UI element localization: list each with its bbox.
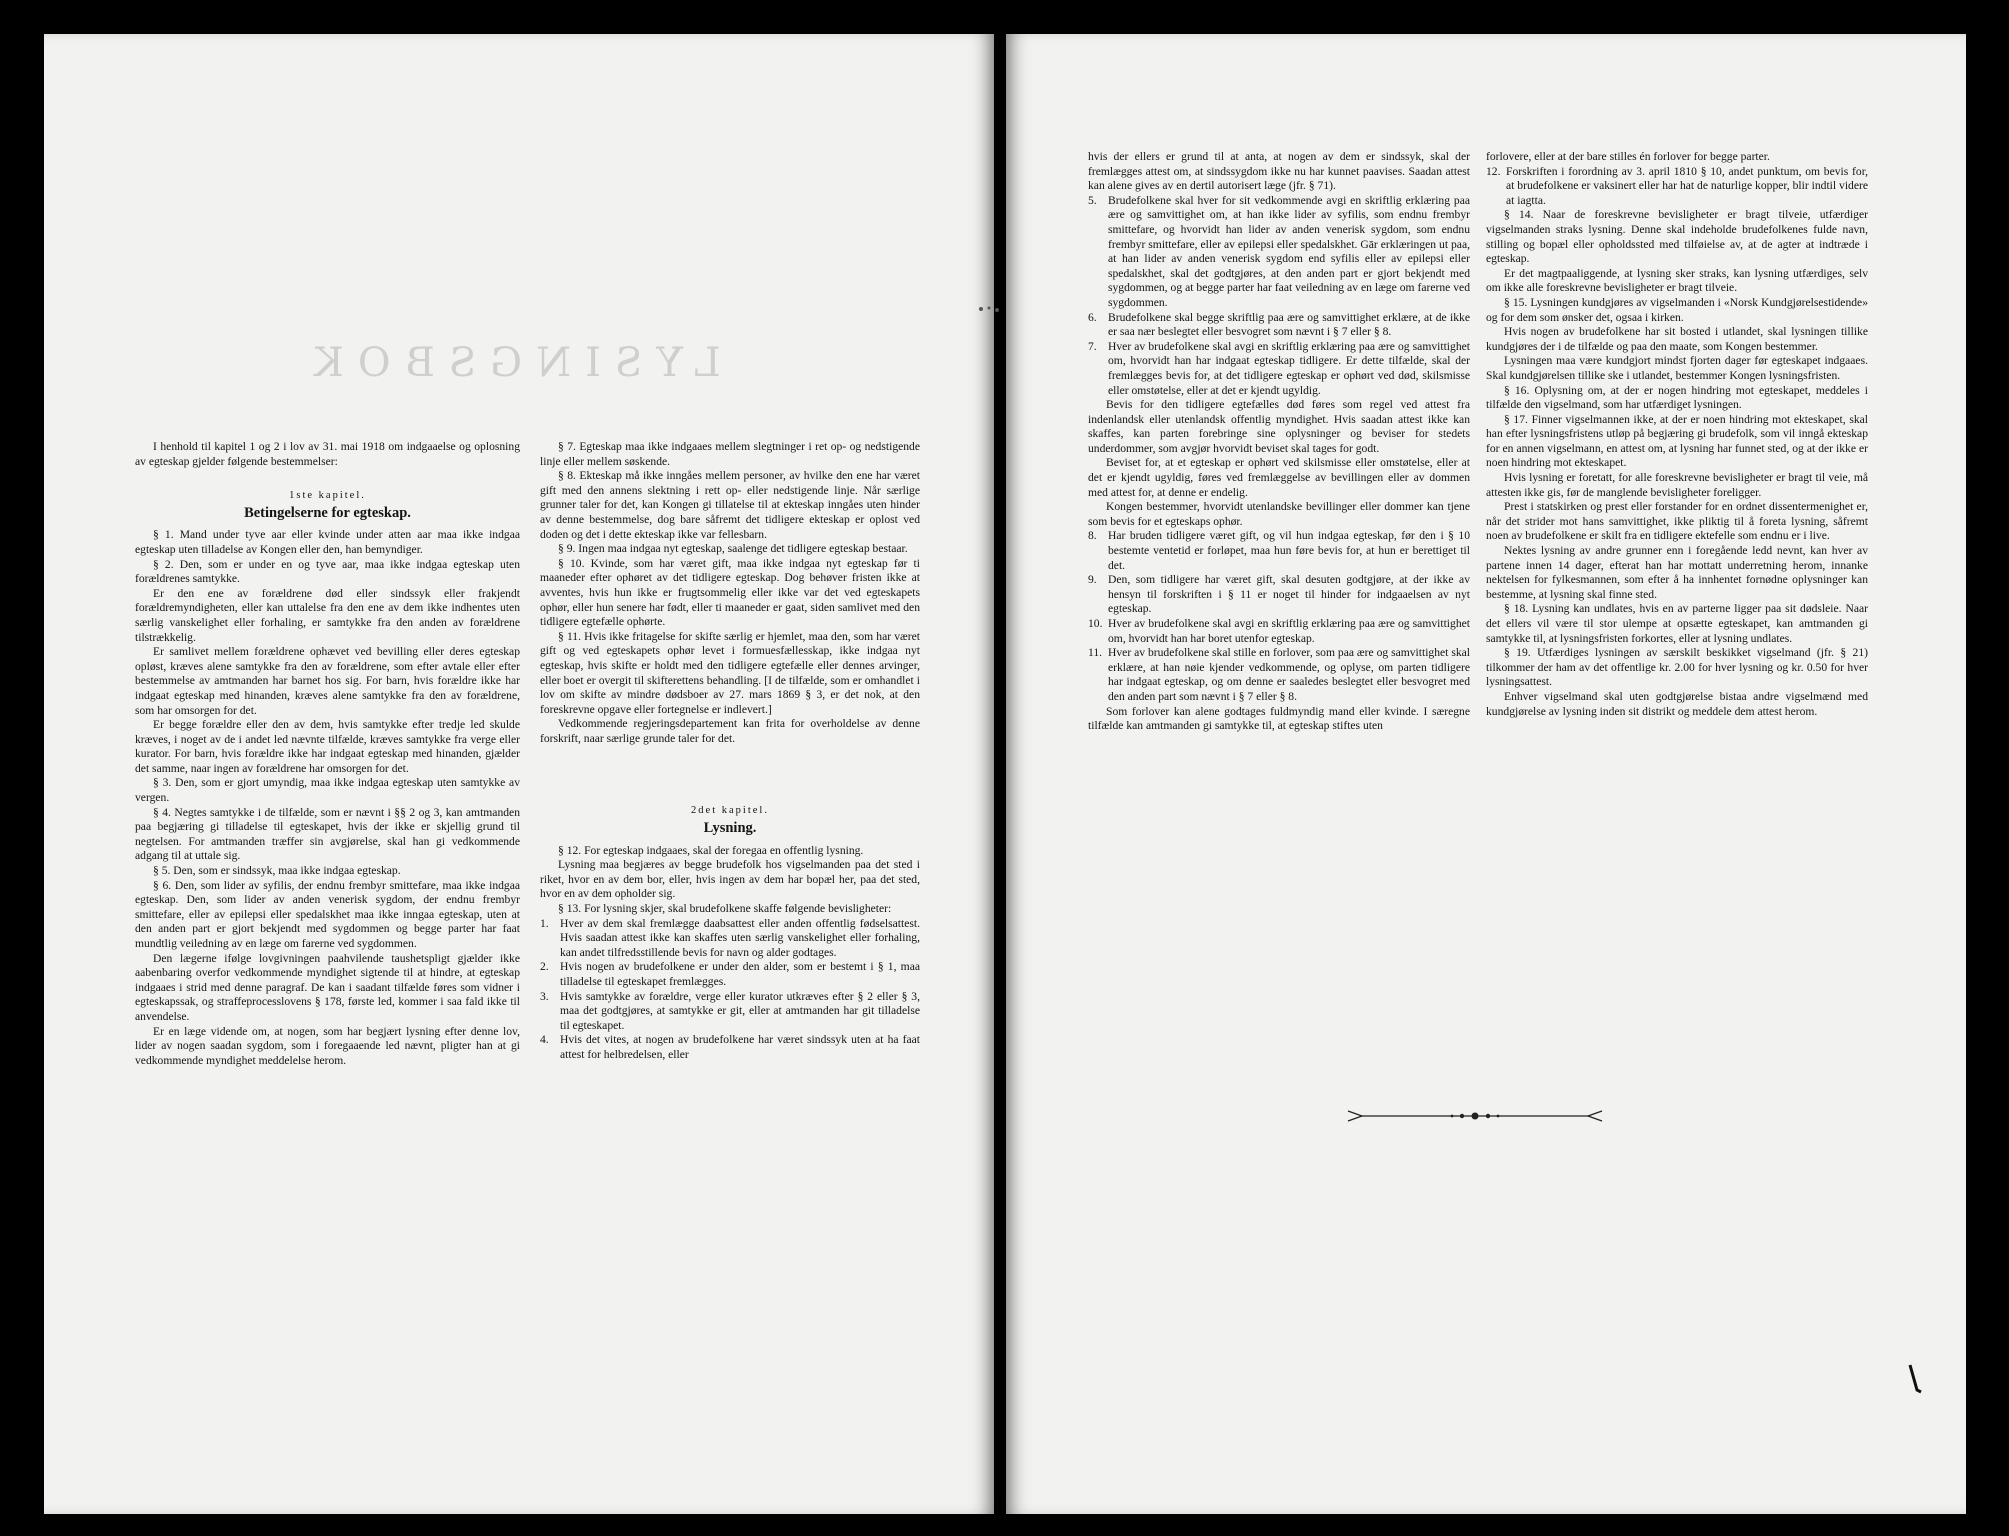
list-item — [540, 917, 920, 961]
paragraph: § 6. Den, som lider av syfilis, der endnu frembyr smittefare, maa ikke indgaa egteskap. Den, som lider av anden venerisk sygdom, der endnu frembyr smittefare, eller av epilepsi eller spedalskhet maa ikke inngaa egteskap, uten at den anden part er gjort bekjendt med sygdommen og begge parter har faat mundtlig veiledning av en læge om farerne ved sygdommen. — [135, 878, 520, 950]
list-text: Hver av brudefolkene skal avgi en skriftlig erklæring paa ære og samvittighet om, hvorvidt han har boret utenfor egteskap. — [1108, 617, 1470, 645]
list-text: Den, som tidligere har været gift, skal desuten godtgjøre, at der ikke av hensyn til forskriften i § 11 er noget til hinder for indgaaelsen av nyt egteskap. — [1108, 573, 1470, 616]
paragraph: Nektes lysning av andre grunner enn i foregående ledd nevnt, kan hver av partene innen 14 dager, efterat han har mottatt underretning herom, innanke nektelsen for fylkesmannen, som efter å ha innhentet fornødne oplysninger kan bestemme, at lysning skal finne sted. — [1486, 544, 1868, 601]
list-text: Hver av brudefolkene skal avgi en skriftlig erklæring paa ære og samvittighet om, hvorvidt han har indgaat egteskap tidligere. Er dette tilfælde, skal der fremlægges bevis for, at det tidligere egteskap er ophørt ved død, skilsmisse eller omstøtelse, eller at det er kjendt ugyldig. — [1108, 339, 1470, 397]
paragraph: Enhver vigselmand skal uten godtgjørelse bistaa andre vigselmænd med kundgjørelse av lysning inden sit distrikt og meddele dem attest herom. — [1486, 689, 1868, 718]
paragraphs-14-19 — [1486, 208, 1868, 719]
list-item — [1088, 617, 1470, 646]
list-number: 4. — [540, 1033, 549, 1047]
list-number: 11. — [1088, 646, 1103, 660]
list-item — [540, 960, 920, 989]
paragraph: Er samlivet mellem forældrene ophævet ved bevilling eller deres egteskap opløst, kræves alene samtykke fra den av forældrene, som efter avtale eller efter bestemmelse av amtmanden har barnet hos sig. For barn, hvis forældre ikke har indgaat egteskap med hinanden, kræves alene samtykke fra den av forældrene, som har omsorgen for det. — [135, 645, 520, 717]
list-text: Hvis nogen av brudefolkene er under den alder, som er bestemt i § 1, maa tilladelse til egteskapet fremlægges. — [560, 960, 920, 988]
list-item — [1088, 573, 1470, 617]
list-item — [540, 1033, 920, 1062]
paragraph: § 18. Lysning kan undlates, hvis en av parterne ligger paa sit dødsleie. Naar det ellers vil være til stor ulempe at opsætte egteskapet, kan amtmanden gi samtykke til, at lysningsfristen forkortes, eller at lysning undlates. — [1486, 602, 1868, 645]
paragraph: § 17. Finner vigselmannen ikke, at der er noen hindring mot ekteskapet, skal han efter lysningsfristens utløp på begjæring gi brudefolk, som vil inngå ekteskap for en annen vigselmann, en attest om, at lysning har funnet sted, og at der ikke er noen hindring mot ekteskapet. — [1486, 412, 1868, 470]
paragraph: Er den ene av forældrene død eller sindssyk eller frakjendt forældremyndigheten, eller kan uttalelse fra den ene av dem ikke indhentes uten særlig vanskelighet eller forhaling, er samtykke fra den anden av forældrene tilstrækkelig. — [135, 586, 520, 644]
paragraph: Er det magtpaaliggende, at lysning sker straks, kan lysning utfærdiges, selv om ikke alle foreskrevne bevisligheter er bragt tilveie. — [1486, 266, 1868, 295]
paragraph: Lysning maa begjæres av begge brudefolk hos vigselmanden paa det sted i riket, hvor en av dem bor, eller, hvis ingen av dem har bopæl her, paa det sted, hvor en av dem opholder sig. — [540, 858, 920, 901]
paragraph: § 9. Ingen maa indgaa nyt egteskap, saalenge det tidligere egteskap bestaar. — [558, 542, 908, 556]
chapter-2-label: 2det kapitel. — [691, 805, 769, 817]
paragraph: Prest i statskirken og prest eller forstander for en ordnet dissentermenighet er, når det strider mot hans samvittighet, ikke pliktig til å foreta lysning, såfremt noen av brudefolkene er skilt fra en tidligere ektefelle som endnu er i live. — [1486, 500, 1868, 543]
list-number: 9. — [1088, 573, 1097, 587]
list-item — [1088, 311, 1470, 340]
list-text: Hvis samtykke av forældre, verge eller kurator utkræves efter § 2 eller § 3, maa det godtgjøres, at samtykke er git, eller at amtmanden har git tilladelse til egteskapet. — [560, 989, 920, 1032]
list-items-5-7 — [1088, 194, 1470, 398]
right-column-2 — [1486, 150, 1868, 719]
chapter-2-title: Lysning. — [703, 820, 757, 837]
paragraph: § 10. Kvinde, som har været gift, maa ikke indgaa nyt egteskap før ti maaneder efter ophøret av det tidligere egteskap. Dog behøver fristen ikke at avventes, hvis hun ikke er frugtsommelig eller ikke var det ved egteskapets ophør, eller hun senere har født, eller ti maaneder er gaat, siden samlivet med den tidligere egtefælle ophørte. — [540, 556, 920, 629]
paragraph: § 1. Mand under tyve aar eller kvinde under atten aar maa ikke indgaa egteskap uten tilladelse av Kongen eller den, han bemyndiger. — [135, 528, 520, 556]
list-number: 1. — [540, 916, 549, 930]
list-number: 12. — [1486, 164, 1501, 178]
paragraph: § 15. Lysningen kundgjøres av vigselmanden i «Norsk Kundgjørelsestidende» og for dem som ønsker det, ogsaa i kirken. — [1486, 295, 1868, 324]
binding-mark — [975, 300, 1003, 318]
ornament-divider — [1340, 1107, 1610, 1125]
list-number: 7. — [1088, 339, 1097, 353]
paragraph: Kongen bestemmer, hvorvidt utenlandske bevillinger eller dommer kan tjene som bevis for et egteskaps ophør. — [1088, 500, 1470, 528]
left-column-2 — [540, 440, 920, 1063]
paragraph: § 13. For lysning skjer, skal brudefolkene skaffe følgende bevisligheter: — [558, 902, 892, 916]
list-item — [1088, 340, 1470, 398]
list-number: 2. — [540, 960, 549, 974]
list-item — [540, 990, 920, 1034]
paragraph: Vedkommende regjeringsdepartement kan frita for overholdelse av denne forskrift, naar særlige grunde taler for det. — [540, 717, 920, 745]
paragraph: Bevis for den tidligere egtefælles død føres som regel ved attest fra indenlandsk eller utenlandsk offentlig myndighet. Hvis saadan attest ikke kan skaffes, kan parten forebringe sine oplysninger og beviser for stedets underdommer, som avgjør hvorvidt beviset skal tages for godt. — [1088, 398, 1470, 455]
list-text: Hvis det vites, at nogen av brudefolkene har været sindssyk uten at ha faat attest for helbredelsen, eller — [560, 1033, 920, 1061]
list-number: 3. — [540, 989, 549, 1003]
right-col1-tail: Som forlover kan alene godtages fuldmyndig mand eller kvinde. I særegne tilfælde kan amtmanden gi samtykke til, at egteskap stiftes uten — [1088, 704, 1470, 733]
paragraph: § 4. Negtes samtykke i de tilfælde, som er nævnt i §§ 2 og 3, kan amtmanden paa begjæring gi tilladelse til egteskapet, hvis der ikke er skjellig grund til negtelsen. For amtmanden træffer sin avgjørelse, skal han gi vedkommende adgang til at uttale sig. — [135, 805, 520, 863]
right-col2-lead: forlovere, eller at der bare stilles én forlover for begge parter. — [1486, 150, 1770, 163]
chapter-1-label: 1ste kapitel. — [289, 490, 366, 502]
list-item — [1088, 194, 1470, 311]
paragraph: § 5. Den, som er sindssyk, maa ikke indgaa egteskap. — [153, 864, 401, 878]
list-item — [1088, 529, 1470, 573]
list-number: 10. — [1088, 617, 1103, 630]
list-text: Forskriften i forordning av 3. april 1810 § 10, andet punktum, om bevis for, at brudefolkene er vaksinert eller har hat de naturlige kopper, blir indtil videre at iagtta. — [1506, 164, 1868, 207]
intro-text: I henhold til kapitel 1 og 2 i lov av 31. mai 1918 om indgaaelse og oplosning av egteskap gjelder følgende bestemmelser: — [135, 440, 520, 468]
paragraph: § 11. Hvis ikke fritagelse for skifte særlig er hjemlet, maa den, som har været gift og ved egteskapets ophør levet i formuesfællesskap, ikke indgaa nyt egteskap, hvis skifte er holdt med den tidligere egtefælle eller dennes arvinger, eller boet er overgit til skifterettens behandling. [I de tilfælde, som er omhandlet i lov om skifte av mindre dødsboer av 27. mars 1869 § 3, er det nok, at den foreskrevne opgave eller fortegnelse er indlevert.] — [540, 629, 920, 716]
paragraph: Hvis nogen av brudefolkene har sit bosted i utlandet, skal lysningen tillike kundgjøres der i de tilfælde og paa den maate, som Kongen bestemmer. — [1486, 325, 1868, 353]
paragraph: Er en læge vidende om, at nogen, som har begjært lysning efter denne lov, lider av nogen saadan sygdom, som i foregaaende led nævnt, pligter han at gi vedkommende myndighet meddelelse herom. — [135, 1024, 520, 1067]
list-item-12 — [1486, 165, 1868, 209]
paragraph: § 19. Utfærdiges lysningen av særskilt beskikket vigselmand (jfr. § 21) tilkommer der ham av det offentlige kr. 2.00 for hver lysning og kr. 0.50 for hver lysningsattest. — [1486, 646, 1868, 689]
paragraph: § 12. For egteskap indgaaes, skal der foregaa en offentlig lysning. — [558, 843, 864, 857]
paragraph: Er begge forældre eller den av dem, hvis samtykke efter tredje led skulde kræves, i noget av de i andet led nævnte tilfælde, kræves samtykke fra verge eller kurator. For barn, hvis forældre ikke har indgaat egteskap med hinanden, gjælder det samme, naar ingen av forældrene har omsorgen for det. — [135, 718, 520, 775]
paragraph: § 7. Egteskap maa ikke indgaaes mellem slegtninger i ret op- og nedstigende linje eller mellem søskende. — [540, 440, 920, 468]
paragraph: Den lægerne ifølge lovgivningen paahvilende taushetspligt gjælder ikke aabenbaring overfor vedkommende myndighet sigtende til at hindre, at egteskap indgaaes i strid med denne paragraf. De kan i saadant tilfælde føres som vidner i egteskapssak, og straffeprocesslovens § 178, første led, kommer i saa fald ikke til anvendelse. — [135, 951, 520, 1023]
right-column-1 — [1088, 150, 1470, 734]
list-number: 5. — [1088, 193, 1097, 207]
chapter-2-list — [540, 917, 920, 1063]
paragraph: Beviset for, at et egteskap er ophørt ved skilsmisse eller omstøtelse, eller at det er kjendt ugyldig, føres ved fremlæggelse av bevillingen eller av dommen med attest for, at denne er endelig. — [1088, 456, 1470, 499]
list-number: 6. — [1088, 310, 1097, 324]
paragraph: Hvis lysning er foretatt, for alle foreskrevne bevisligheter er bragt til veie, må attesten ikke gis, før de manglende bevisligheter foreligger. — [1486, 471, 1868, 499]
list-text: Hver av brudefolkene skal stille en forlover, som paa ære og samvittighet skal erklære, at han nøie kjender vedkommende, og oplyse, om parten tidligere har indgaat egteskap, og om denne er saaledes beslegtet eller besvogret med den anden part som nævnt i § 7 eller § 8. — [1108, 646, 1470, 703]
left-column-1 — [135, 440, 520, 1068]
paragraph: § 14. Naar de foreskrevne bevisligheter er bragt tilveie, utfærdiger vigselmanden straks lysning. Denne skal indeholde brudefolkenes fulde navn, stilling og bopæl eller opholdssted med tilføielse av, at de agter at indtræde i egteskap. — [1486, 208, 1868, 266]
paragraphs-7-11 — [540, 440, 920, 746]
list-number: 8. — [1088, 529, 1097, 543]
list-text: Brudefolkene skal begge skriftlig paa ære og samvittighet erklære, at de ikke er saa nær beslegtet eller besvogret som nævnt i § 7 eller § 8. — [1108, 310, 1470, 339]
paragraph: § 8. Ekteskap må ikke inngåes mellem personer, av hvilke den ene har været gift med den annens slektning i rett op- eller nedstigende linje. Når særlige grunner taler for det, kan Kongen gi tillatelse til at ekteskap inngåes uten hinder av denne bestemmelse, dog bare såfremt det tidligere ekteskap er oplost ved doden og det i dette ekteskap ikke var fellesbarn. — [540, 469, 920, 541]
list-text: Hver av dem skal fremlægge daabsattest eller anden offentlig fødselsattest. Hvis saadan attest ikke kan skaffes uten særlig vanskelighet eller forhaling, kan andet tilfredsstillende bevis for navn og alder godtages. — [560, 916, 920, 959]
paragraph: Lysningen maa være kundgjort mindst fjorten dager før egteskapet indgaaes. Skal kundgjørelsen tillike ske i utlandet, bestemmer Kongen lysningsfristen. — [1486, 354, 1868, 382]
paragraph: § 3. Den, som er gjort umyndig, maa ikke indgaa egteskap uten samtykke av vergen. — [135, 776, 520, 805]
chapter-1-title: Betingelserne for egteskap. — [244, 504, 411, 521]
list-text: Har bruden tidligere været gift, og vil hun indgaa egteskap, før den i § 10 bestemte ventetid er forløpet, maa hun føre bevis for, at hun er berettiget til det. — [1108, 529, 1470, 572]
chapter-1-body — [135, 528, 520, 1068]
list-items-8-11 — [1088, 529, 1470, 704]
paragraph: § 16. Oplysning om, at der er nogen hindring mot egteskapet, meddeles i tilfælde den vigselmand, som har utfærdiget lysningen. — [1486, 383, 1868, 412]
proof-paragraphs — [1088, 398, 1470, 529]
list-text: Brudefolkene skal hver for sit vedkommende avgi en skriftlig erklæring paa ære og samvittighet om, at han ikke lider av syfilis, som endnu frembyr smittefare, og hvorvidt han lider av anden venerisk sygdom, som endnu frembyr smittefare, eller av epilepsi eller spedalskhet. Gār erklæringen ut paa, at han lider av anden venerisk sygdom end syfilis eller av epilepsi eller spedalskhet, skal det godtgjøres, at den anden part er gjort bekjendt med sygdommen, og at begge parter har faat veiledning av en læge om farerne ved sygdommen. — [1108, 193, 1470, 309]
list-item — [1088, 646, 1470, 704]
paragraph: § 2. Den, som er under en og tyve aar, maa ikke indgaa egteskap uten forældrenes samtykke. — [135, 557, 520, 586]
right-col1-lead: hvis der ellers er grund til at anta, at nogen av dem er sindssyk, skal der fremlægges attest om, at sindssygdom ikke nu har kunnet paavises. Saadan attest kan alene gives av en dertil autorisert læge (jfr. § 71). — [1088, 150, 1470, 193]
watermark-title: LYSINGSBOK — [300, 340, 721, 386]
chapter-2-body — [540, 844, 920, 917]
corner-mark — [1905, 1360, 1925, 1400]
